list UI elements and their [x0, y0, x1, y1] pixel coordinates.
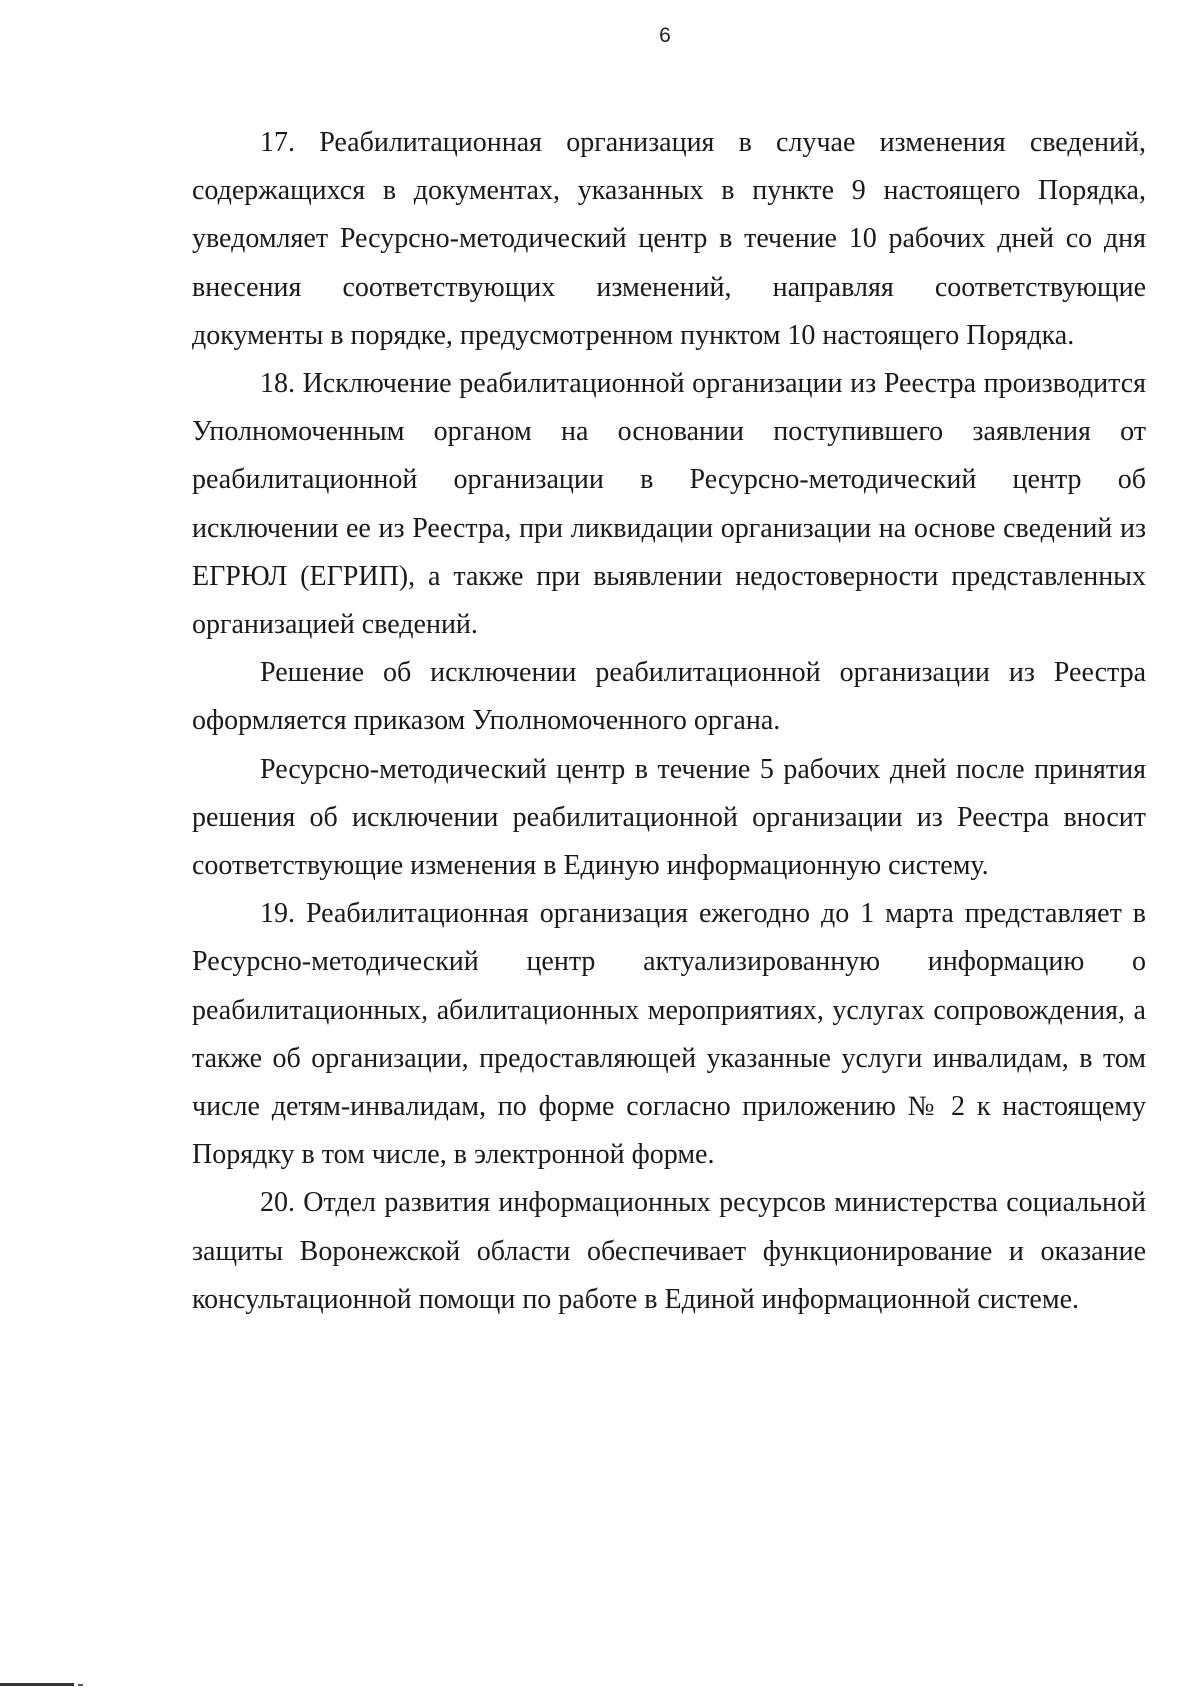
scan-edge-mark-small	[78, 1684, 83, 1686]
paragraph-19: 19. Реабилитационная организация ежегодно до 1 марта представляет в Ресурсно-методический центр актуализированную информацию о реабилитационных, абилитационных мероприятиях, услугах сопровождения, а также об организации, предоставляющей указанные услуги инвалидам, в том числе детям-инвалидам, по форме согласно приложению № 2 к настоящему Порядку в том числе, в электронной форме.	[192, 898, 1146, 1171]
paragraph-18: 18. Исключение реабилитационной организации из Реестра производится Уполномоченным органом на основании поступившего заявления от реабилитационной организации в Ресурсно-методический центр об исключении ее из Реестра, при ликвидации организации на основе сведений из ЕГРЮЛ (ЕГРИП), а также при выявлении недостоверности представленных организацией сведений.	[192, 368, 1146, 641]
paragraph-17: 17. Реабилитационная организация в случае изменения сведений, содержащихся в документах, указанных в пункте 9 настоящего Порядка, уведомляет Ресурсно-методический центр в течение 10 рабочих дней со дня внесения соответствующих изменений, направляя соответствующие документы в порядке, предусмотренном пунктом 10 настоящего Порядка.	[192, 127, 1146, 351]
paragraph-18-decision: Решение об исключении реабилитационной организации из Реестра оформляется приказом Уполномоченного органа.	[192, 657, 1146, 737]
paragraph-18-resource-center: Ресурсно-методический центр в течение 5 рабочих дней после принятия решения об исключении реабилитационной организации из Реестра вносит соответствующие изменения в Единую информационную систему.	[192, 753, 1146, 882]
scan-edge-mark	[0, 1683, 74, 1686]
document-body	[192, 119, 1146, 1324]
paragraph-20: 20. Отдел развития информационных ресурсов министерства социальной защиты Воронежской области обеспечивает функционирование и оказание консультационной помощи по работе в Единой информационной системе.	[192, 1187, 1146, 1315]
page-number: 6	[659, 24, 671, 47]
